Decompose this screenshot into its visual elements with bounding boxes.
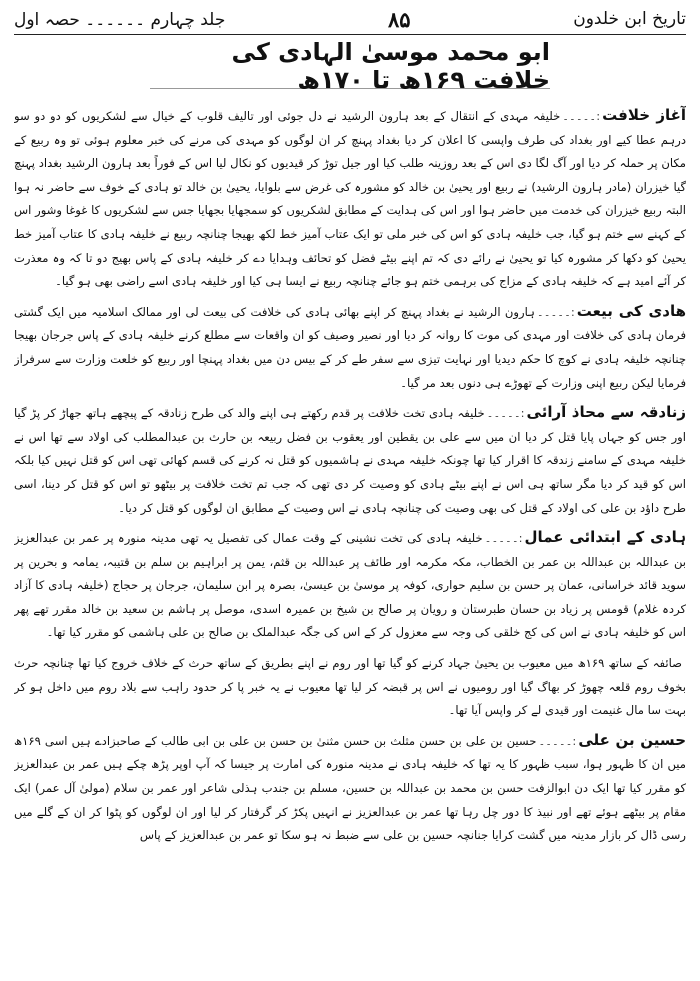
section-heading: ہادی کے ابتدائی عمال — [524, 528, 686, 547]
section-separator: :۔۔۔۔۔ — [562, 109, 601, 123]
section-separator — [682, 656, 686, 670]
section-separator: :۔۔۔۔۔ — [484, 531, 523, 546]
book-title: تاریخ ابن خلدون — [573, 9, 686, 29]
volume-label: جلد چہارم ۔۔۔۔۔۔ حصہ اول — [14, 9, 226, 30]
section-separator: :۔۔۔۔۔ — [538, 733, 577, 748]
chapter-title: ابو محمد موسیٰ الہادی کی خلافت ۱۶۹ھ تا ۱۷۰ھ — [150, 44, 550, 89]
section-ibtidai-ummal — [14, 526, 686, 645]
section-separator: :۔۔۔۔۔ — [536, 304, 575, 319]
section-heading: زنادقہ سے محاذ آرائی — [526, 403, 686, 422]
section-hadi-bayat — [14, 300, 686, 395]
section-aghaz-khilafat — [14, 104, 686, 294]
section-text: ہارون الرشید نے بغداد پہنچ کر اپنے بھائی ہادی کی خلافت کی بیعت لی اور ممالک اسلامیہ میں ایک گشتی فرمان ہادی کی خلافت اور مہدی کی موت کا روانہ کر دیا اور نصیر وصیف کو ان واقعات سے مطلع کرنے خلیفہ ہادی کے پاس جرجان بھیجا چنانچہ خلیفہ ہادی نے کوچ کا حکم دیدیا اور نہایت تیزی سے سفر طے کر کے بیس دن میں بغداد پہنچا اور ربیع کو خلعت وزارت سے سرفراز فرمایا لیکن ربیع اپنی وزارت کے تھوڑے ہی دنوں بعد مر گیا۔ — [14, 304, 686, 390]
section-saifa — [14, 651, 686, 723]
section-text: صائفہ کے ساتھ ۱۶۹ھ میں معیوب بن یحییٰ جہاد کرنے کو گیا تھا اور روم نے اپنے بطریق کے ساتھ حرث کے خلاف خروج کیا تھا چنانچہ حرث بخوف روم قلعہ چھوڑ کر بھاگ گیا اور رومیوں نے اس پر قبضہ کر لیا تھا معیوب نے یہ خبر پا کر حدود راہب سے بلاد روم میں داخل ہو کر بہت سا مال غنیمت اور قیدی لے کر واپس آیا تھا۔ — [14, 656, 686, 718]
section-text: خلیفہ مہدی کے انتقال کے بعد ہارون الرشید نے دل جوئی اور تالیف قلوب کے خیال سے لشکریوں کو دو دو سو درہم عطا کیے اور بغداد کی طرف واپسی کا اعلان کر دیا بغداد پہنچ کر ان لوگوں کو مہدی کی مرنے کی خبر معلوم ہوئی تو وہ ربیع کے مکان پر حملہ کر دیا اور آگ لگا دی اس کے بعد روزینہ طلب کیا اور جیل توڑ کر قیدیوں کو نکال لیا اس کے فوراً بعد ہارون الرشید بغداد پہنچ گیا خیزران (مادر ہارون الرشید) نے ربیع اور یحییٰ بن خالد کو مشورہ کی غرض سے بلوایا، یحییٰ بن خالد تو ہادی کے خوف سے حاضر نہ ہوا البتہ ربیع خیزران کی خدمت میں حاضر ہوا اور اس کی ہدایت کے مطابق لشکریوں کو سمجھایا بجھایا جس سے لشکریوں کا غوغا وشور اس کے کہنے سے ختم ہو گیا، جب خلیفہ ہادی کو اس کی خبر ملی تو ایک عتاب آمیز خط لکھ بھیجا چنانچہ ربیع نے خلیفہ ہادی کا عتاب آمیز خط یحییٰ کو دکھا کر مشورہ کیا تو یحییٰ نے رائے دی کہ تم اپنے بیٹے فضل کو تحائف وہدایا دے کر خلیفہ ہادی کے پاس بھیج دو تا کہ وہ معذرت کر آئے امید ہے کہ خلیفہ ہادی کے مزاج کی برہمی ختم ہو جائے چنانچہ ربیع نے ایسا ہی کیا اور خلیفہ ہادی اسے راضی بھی ہو گیا۔ — [14, 109, 686, 289]
page-number: ۸۵ — [387, 6, 411, 32]
section-text: خلیفہ ہادی تخت خلافت پر قدم رکھتے ہی اپنے والد کی طرح زنادقہ کے پیچھے ہاتھ جھاڑ کر پڑ گیا اور جس کو جہاں پایا قتل کر دیا ان میں سے علی بن یقطین اور یعقوب بن فضل ربیعہ بن حارث بن عبدالمطلب کی اولاد سے تھا اس نے خلیفہ مہدی کے سامنے زندقہ کا اقرار کیا تھا چونکہ خلیفہ مہدی نے ہاشمیوں کو قتل نہ کرنے کی قسم کھائی تھی اس کو قتل نہیں کیا بلکہ اس کو قید کر دیا مگر ساتھ ہی اس نے اپنے بیٹے ہادی کو وصیت کر دی تھی کہ جب تم تخت خلافت پر بیٹھو تو اس کو قتل کر دینا، اسی طرح داؤد بن علی کی اولاد کے قتل کی بھی وصیت کی چنانچہ ہادی نے اس وصیت کے مطابق ان لوگوں کو قتل کر دیا۔ — [14, 406, 686, 515]
section-zanadiqa — [14, 401, 686, 520]
section-text: حسین بن علی بن حسن مثلث بن حسن مثنیٰ بن حسن بن علی بن ابی طالب کے صاحبزادے ہیں اسی ۱۶۹ھ میں ان کا ظہور ہوا، سبب ظہور کا یہ تھا کہ خلیفہ ہادی نے مدینہ منورہ کی امارت پر جیسا کہ آپ اوپر پڑھ چکے ہیں عمر بن عبدالعزیز کو مقرر کیا تھا ایک دن ابوالزفت حسن بن محمد بن عبداللہ بن حسین، مسلم بن جندب ہذلی شاعر اور عمر بن سلام (مولیٰ آل عمر) ایک مقام پر بیٹھے ہوئے تھے اور نبیذ کا دور چل رہا تھا عمر بن عبدالعزیز نے انہیں پکڑ کر گرفتار کر لیا اور ان لوگوں کو پٹوا کر ان کے گلے میں رسی ڈال کر بازار مدینہ میں گشت کرایا جنانچہ حسین بن علی سے ضبط نہ ہو سکا تو عمر بن عبدالعزیز کے پاس — [14, 733, 686, 843]
running-header — [14, 4, 686, 35]
body-text — [14, 104, 686, 971]
section-heading: آغاز خلافت — [602, 106, 686, 124]
section-husain-bin-ali — [14, 729, 686, 848]
section-text: خلیفہ ہادی کی تخت نشینی کے وقت عمال کی تفصیل یہ تھی مدینہ منورہ پر عمر بن عبدالعزیز بن عبداللہ بن عبداللہ بن عمر بن الخطاب، مکہ مکرمہ اور طائف پر عبداللہ بن قثم، یمن پر ابراہیم بن سلم بن قتیبہ، یمامہ و بحرین پر سوید قائد خراسانی، عمان پر حسن بن سلیم حواری، کوفہ پر موسیٰ بن عیسیٰ، بصرہ پر ابن سلیمان، جرجان پر حجاج (خلیفہ ہادی کا آزاد کردہ غلام) قومس پر زیاد بن حسان طبرستان و رویان پر صالح بن شیخ بن عمیرہ اسدی، موصل پر ہاشم بن سعید بن خالد مقرر تھے پھر اس کو خلیفہ ہادی نے اس کی کج خلقی کی وجہ سے معزول کر کے اس کی جگہ عبدالملک بن صالح بن علی ہاشمی کو مقرر کیا تھا۔ — [14, 531, 686, 640]
section-heading: ھادی کی بیعت — [576, 301, 686, 320]
section-heading: حسین بن علی — [578, 730, 686, 749]
section-separator: :۔۔۔۔۔ — [486, 406, 525, 421]
